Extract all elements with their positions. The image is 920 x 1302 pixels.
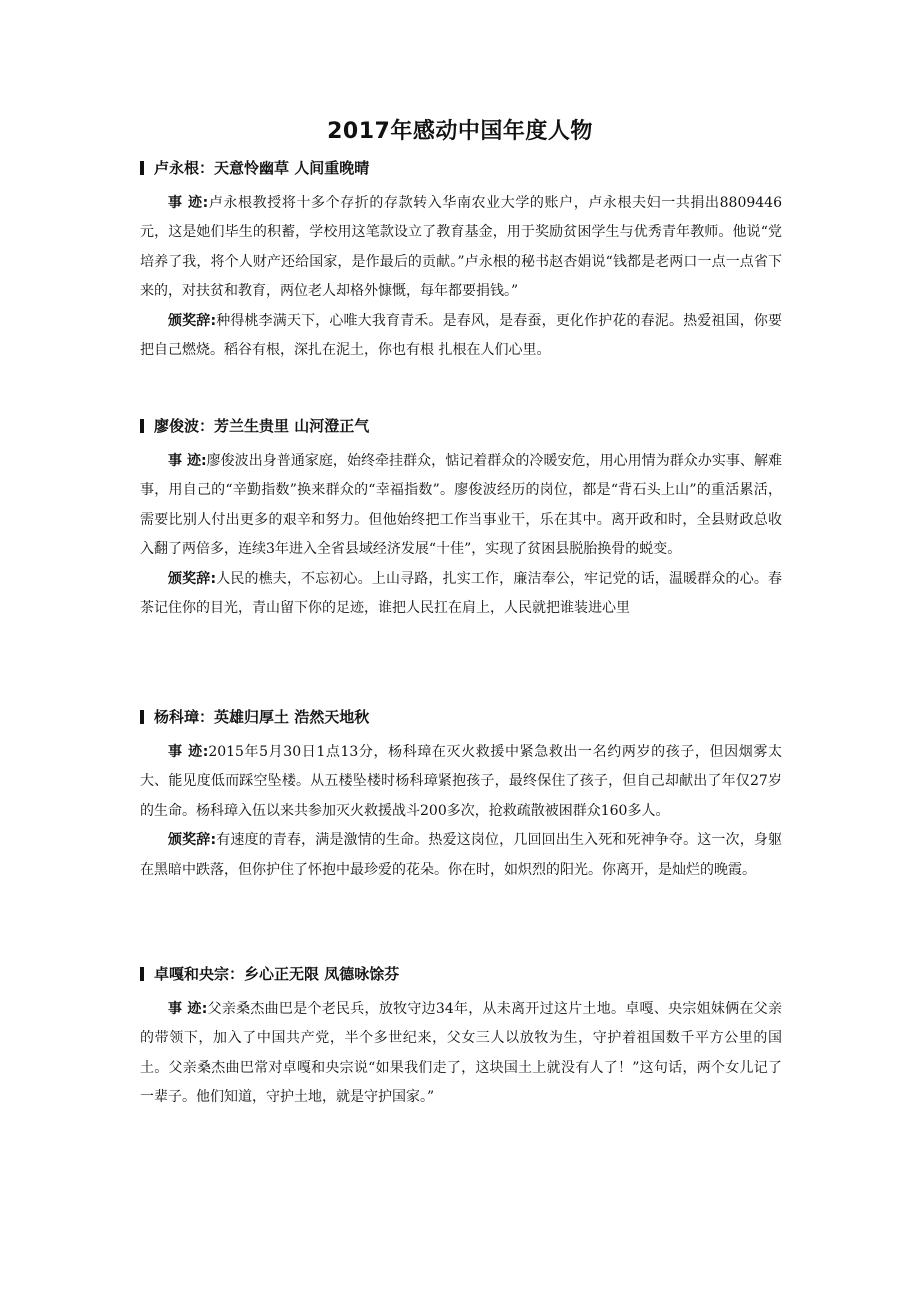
deeds-label: 事 迹: (168, 453, 207, 469)
deeds-paragraph (140, 995, 782, 1113)
document-title: 2017年感动中国年度人物 (327, 119, 593, 144)
section-heading-text: 卢永根：天意怜幽草 人间重晚晴 (154, 159, 370, 177)
award-paragraph (140, 307, 782, 366)
award-paragraph (140, 565, 782, 624)
award-text: 种得桃李满天下，心唯大我育青禾。是春风，是春蚕，更化作护花的春泥。热爱祖国，你要把自己燃烧。稻谷有根，深扎在泥土，你也有根 扎根在人们心里。 (140, 312, 782, 359)
deeds-text: 卢永根教授将十多个存折的存款转入华南农业大学的账户，卢永根夫妇一共捐出8809446元，这是她们毕生的积蓄，学校用这笔款设立了教育基金，用于奖励贫困学生与优秀青年教师。他说“党培养了我，将个人财产还给国家，是作最后的贡献。”卢永根的秘书赵杏娟说“钱都是老两口一点一点省下来的，对扶贫和教育，两位老人却格外慷慨，每年都要捐钱。” (140, 195, 782, 300)
deeds-paragraph (140, 189, 782, 307)
section-liao-junbo (140, 415, 782, 623)
deeds-paragraph (140, 447, 782, 565)
deeds-text: 2015年5月30日1点13分，杨科璋在灭火救援中紧急救出一名约两岁的孩子，但因烟雾太大、能见度低而踩空坠楼。从五楼坠楼时杨科璋紧抱孩子，最终保住了孩子，但自己却献出了年仅27岁的生命。杨科璋入伍以来共参加灭火救援战斗200多次，抢救疏散被困群众160多人。 (140, 744, 782, 819)
bullet-bar-icon (140, 419, 144, 433)
deeds-label: 事 迹: (168, 744, 209, 760)
deeds-text: 廖俊波出身普通家庭，始终牵挂群众，惦记着群众的冷暖安危，用心用情为群众办实事、解难事，用自己的“辛勤指数”换来群众的“幸福指数”。廖俊波经历的岗位，都是“背石头上山”的重活累活，需要比别人付出更多的艰辛和努力。但他始终把工作当事业干，乐在其中。离开政和时，全县财政总收入翻了两倍多，连续3年进入全省县域经济发展“十佳”，实现了贫困县脱胎换骨的蜕变。 (140, 453, 782, 558)
section-heading (140, 415, 782, 437)
award-label: 颁奖辞: (168, 832, 217, 849)
section-heading (140, 706, 782, 728)
award-text: 人民的樵夫，不忘初心。上山寻路，扎实工作，廉洁奉公，牢记党的话，温暖群众的心。春茶记住你的目光，青山留下你的足迹，谁把人民扛在肩上，人民就把谁装进心里 (140, 570, 782, 617)
bullet-bar-icon (140, 710, 144, 724)
award-paragraph (140, 826, 782, 885)
section-heading (140, 963, 782, 985)
deeds-label: 事 迹: (168, 195, 209, 211)
award-text: 有速度的青春，满是激情的生命。热爱这岗位，几回回出生入死和死神争夺。这一次，身躯在黑暗中跌落，但你护住了怀抱中最珍爱的花朵。你在时，如炽烈的阳光。你离开，是灿烂的晚霞。 (140, 832, 782, 878)
award-label: 颁奖辞: (168, 570, 217, 587)
bullet-bar-icon (140, 161, 144, 175)
deeds-text: 父亲桑杰曲巴是个老民兵，放牧守边34年，从未离开过这片土地。卓嘎、央宗姐妹俩在父亲的带领下，加入了中国共产党，半个多世纪来，父女三人以放牧为生，守护着祖国数千平方公里的国土。父亲桑杰曲巴常对卓嘎和央宗说“如果我们走了，这块国土上就没有人了！”这句话，两个女儿记了一辈子。他们知道，守护土地，就是守护国家。” (140, 1001, 782, 1106)
section-yang-kezhang (140, 706, 782, 885)
bullet-bar-icon (140, 967, 144, 981)
section-heading-text: 杨科璋：英雄归厚土 浩然天地秋 (154, 708, 370, 726)
section-heading-text: 廖俊波：芳兰生贵里 山河澄正气 (154, 417, 370, 435)
section-lu-yonggen (140, 157, 782, 365)
deeds-paragraph (140, 738, 782, 826)
deeds-label: 事 迹: (168, 1001, 208, 1017)
section-heading-text: 卓嘎和央宗：乡心正无限 凤德咏馀芬 (154, 965, 400, 983)
section-zhuoga-yangzong (140, 963, 782, 1113)
award-label: 颁奖辞: (168, 312, 217, 329)
section-heading (140, 157, 782, 179)
